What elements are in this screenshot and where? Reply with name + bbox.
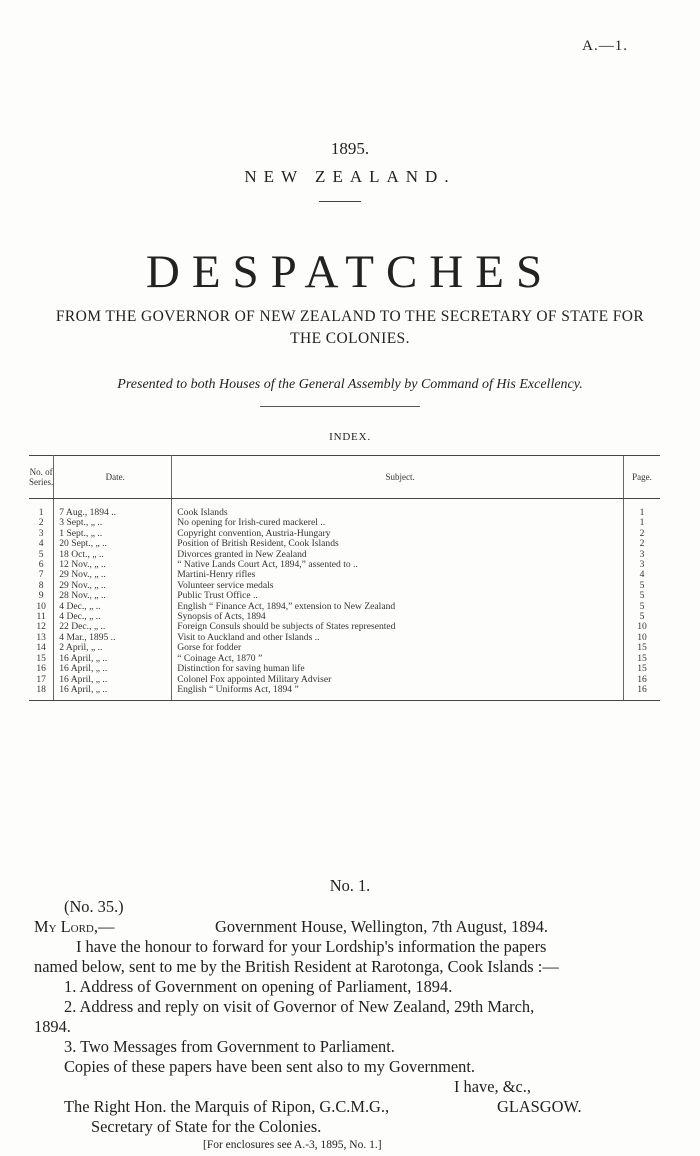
date-cell: 16 April, „ ..	[54, 664, 172, 674]
table-row	[29, 529, 660, 539]
subject-cell: Distinction for saving human life	[177, 664, 305, 675]
letter-signature: GLASGOW.	[497, 1097, 582, 1116]
subject-cell: “ Native Lands Court Act, 1894,” assented to ..	[177, 560, 358, 571]
letter-addressee-title: Secretary of State for the Colonies.	[91, 1117, 322, 1136]
table-row	[29, 539, 660, 549]
table-row	[29, 633, 660, 643]
subject-cell: English “ Finance Act, 1894,” extension to New Zealand	[177, 601, 396, 612]
header-subject: Subject.	[172, 456, 624, 499]
series-no-cell: 9	[29, 591, 54, 601]
letter-reference: (No. 35.)	[64, 897, 124, 916]
divider-rule	[260, 406, 420, 407]
page-cell: 4	[624, 570, 661, 580]
subject-cell: “ Coinage Act, 1870 ”	[177, 653, 263, 664]
subject-cell: Foreign Consuls should be subjects of States represented	[177, 622, 396, 633]
table-row	[29, 518, 660, 528]
date-cell: 3 Sept., „ ..	[54, 518, 172, 528]
page-cell: 2	[624, 539, 661, 549]
table-row	[29, 591, 660, 601]
enclosure-list-item: 1. Address of Government on opening of Parliament, 1894.	[64, 977, 453, 996]
page-cell: 10	[624, 633, 661, 643]
subject-cell: Martini-Henry rifles	[177, 570, 256, 581]
series-no-cell: 1	[29, 499, 54, 519]
date-cell: 12 Nov., „ ..	[54, 560, 172, 570]
letter-addressee: The Right Hon. the Marquis of Ripon, G.C.M.G.,	[64, 1097, 390, 1116]
series-no-cell: 14	[29, 643, 54, 653]
series-no-cell: 6	[29, 560, 54, 570]
series-no-cell: 16	[29, 664, 54, 674]
date-cell: 22 Dec., „ ..	[54, 622, 172, 632]
enclosure-note: [For enclosures see A.-3, 1895, No. 1.]	[203, 1139, 382, 1151]
date-cell: 2 April, „ ..	[54, 643, 172, 653]
date-cell: 29 Nov., „ ..	[54, 570, 172, 580]
series-no-cell: 11	[29, 612, 54, 622]
enclosure-list-item: 3. Two Messages from Government to Parliament.	[64, 1037, 395, 1056]
page-cell: 3	[624, 550, 661, 560]
subject-cell: No opening for Irish-cured mackerel ..	[177, 518, 326, 529]
index-body	[29, 499, 660, 701]
series-no-cell: 3	[29, 529, 54, 539]
enclosure-list-item: 2. Address and reply on visit of Governor of New Zealand, 29th March,	[64, 997, 535, 1016]
page-cell: 5	[624, 602, 661, 612]
series-no-cell: 8	[29, 581, 54, 591]
date-cell: 18 Oct., „ ..	[54, 550, 172, 560]
enclosure-list-item-cont: 1894.	[34, 1017, 71, 1036]
table-row	[29, 499, 660, 519]
page-cell: 16	[624, 685, 661, 701]
page-cell: 5	[624, 591, 661, 601]
series-no-cell: 15	[29, 654, 54, 664]
index-table	[29, 455, 660, 701]
page-cell: 3	[624, 560, 661, 570]
letter-heading: No. 1.	[329, 876, 371, 895]
page-cell: 1	[624, 499, 661, 519]
table-row	[29, 602, 660, 612]
letter-copies-line: Copies of these papers have been sent also to my Government.	[64, 1057, 476, 1076]
page-cell: 1	[624, 518, 661, 528]
page-cell: 15	[624, 643, 661, 653]
table-row	[29, 664, 660, 674]
date-cell: 29 Nov., „ ..	[54, 581, 172, 591]
table-row	[29, 570, 660, 580]
series-no-cell: 13	[29, 633, 54, 643]
table-row	[29, 550, 660, 560]
letter-closing: I have, &c.,	[454, 1077, 531, 1096]
table-row	[29, 685, 660, 701]
letter-salutation: My Lord,—	[34, 917, 115, 936]
subject-cell: Divorces granted in New Zealand	[177, 549, 307, 560]
document-reference: A.—1.	[582, 38, 628, 54]
series-no-cell: 12	[29, 622, 54, 632]
date-cell: 16 April, „ ..	[54, 675, 172, 685]
subject-cell: Copyright convention, Austria-Hungary	[177, 528, 331, 539]
document-subtitle: FROM THE GOVERNOR OF NEW ZEALAND TO THE SECRETARY OF STATE FOR THE COLONIES.	[55, 308, 645, 347]
series-no-cell: 2	[29, 518, 54, 528]
subject-cell: English “ Uniforms Act, 1894 ”	[172, 685, 624, 701]
page-cell: 15	[624, 654, 661, 664]
header-series-no: No. of Series.	[29, 456, 54, 499]
subject-cell: Public Trust Office ..	[177, 591, 258, 602]
page-cell: 10	[624, 622, 661, 632]
subject-cell: Synopsis of Acts, 1894	[177, 612, 266, 623]
series-no-cell: 18	[29, 685, 54, 701]
date-cell: 7 Aug., 1894 ..	[54, 499, 172, 519]
page-cell: 5	[624, 581, 661, 591]
series-no-cell: 10	[29, 602, 54, 612]
letter-paragraph-line: I have the honour to forward for your Lordship's information the papers	[76, 937, 547, 956]
subject-cell: Cook Islands	[177, 507, 228, 518]
series-no-cell: 5	[29, 550, 54, 560]
page-cell: 5	[624, 612, 661, 622]
document-title: DESPATCHES	[145, 246, 555, 298]
series-no-cell: 7	[29, 570, 54, 580]
table-row	[29, 675, 660, 685]
presented-line: Presented to both Houses of the General Assembly by Command of His Excellency.	[117, 377, 583, 392]
date-cell: 16 April, „ ..	[54, 685, 172, 701]
date-cell: 4 Mar., 1895 ..	[54, 633, 172, 643]
date-cell: 4 Dec., „ ..	[54, 612, 172, 622]
header-page: Page.	[624, 456, 661, 499]
country-heading: NEW ZEALAND.	[244, 167, 456, 186]
date-cell: 1 Sept., „ ..	[54, 529, 172, 539]
page-cell: 2	[624, 529, 661, 539]
page-cell: 15	[624, 664, 661, 674]
series-no-cell: 4	[29, 539, 54, 549]
series-no-cell: 17	[29, 675, 54, 685]
header-date: Date.	[54, 456, 172, 499]
table-row	[29, 643, 660, 653]
subject-cell: Gorse for fodder	[177, 643, 242, 654]
letter-paragraph-line: named below, sent to me by the British Resident at Rarotonga, Cook Islands :—	[34, 957, 559, 976]
subject-cell: Volunteer service medals	[177, 580, 274, 591]
date-cell: 20 Sept., „ ..	[54, 539, 172, 549]
index-header-row	[29, 456, 660, 499]
subject-cell: Position of British Resident, Cook Islands	[177, 539, 339, 550]
table-row	[29, 622, 660, 632]
index-title: INDEX.	[329, 431, 371, 443]
table-row	[29, 581, 660, 591]
page-cell: 16	[624, 675, 661, 685]
table-row	[29, 654, 660, 664]
document-year: 1895.	[330, 139, 370, 158]
date-cell: 16 April, „ ..	[54, 654, 172, 664]
date-cell: 28 Nov., „ ..	[54, 591, 172, 601]
table-row	[29, 560, 660, 570]
date-cell: 4 Dec., „ ..	[54, 602, 172, 612]
table-row	[29, 612, 660, 622]
divider-rule	[319, 201, 361, 202]
letter-place-date: Government House, Wellington, 7th August, 1894.	[215, 917, 548, 936]
subject-cell: Visit to Auckland and other Islands ..	[177, 632, 320, 643]
subject-cell: Colonel Fox appointed Military Adviser	[177, 674, 332, 685]
